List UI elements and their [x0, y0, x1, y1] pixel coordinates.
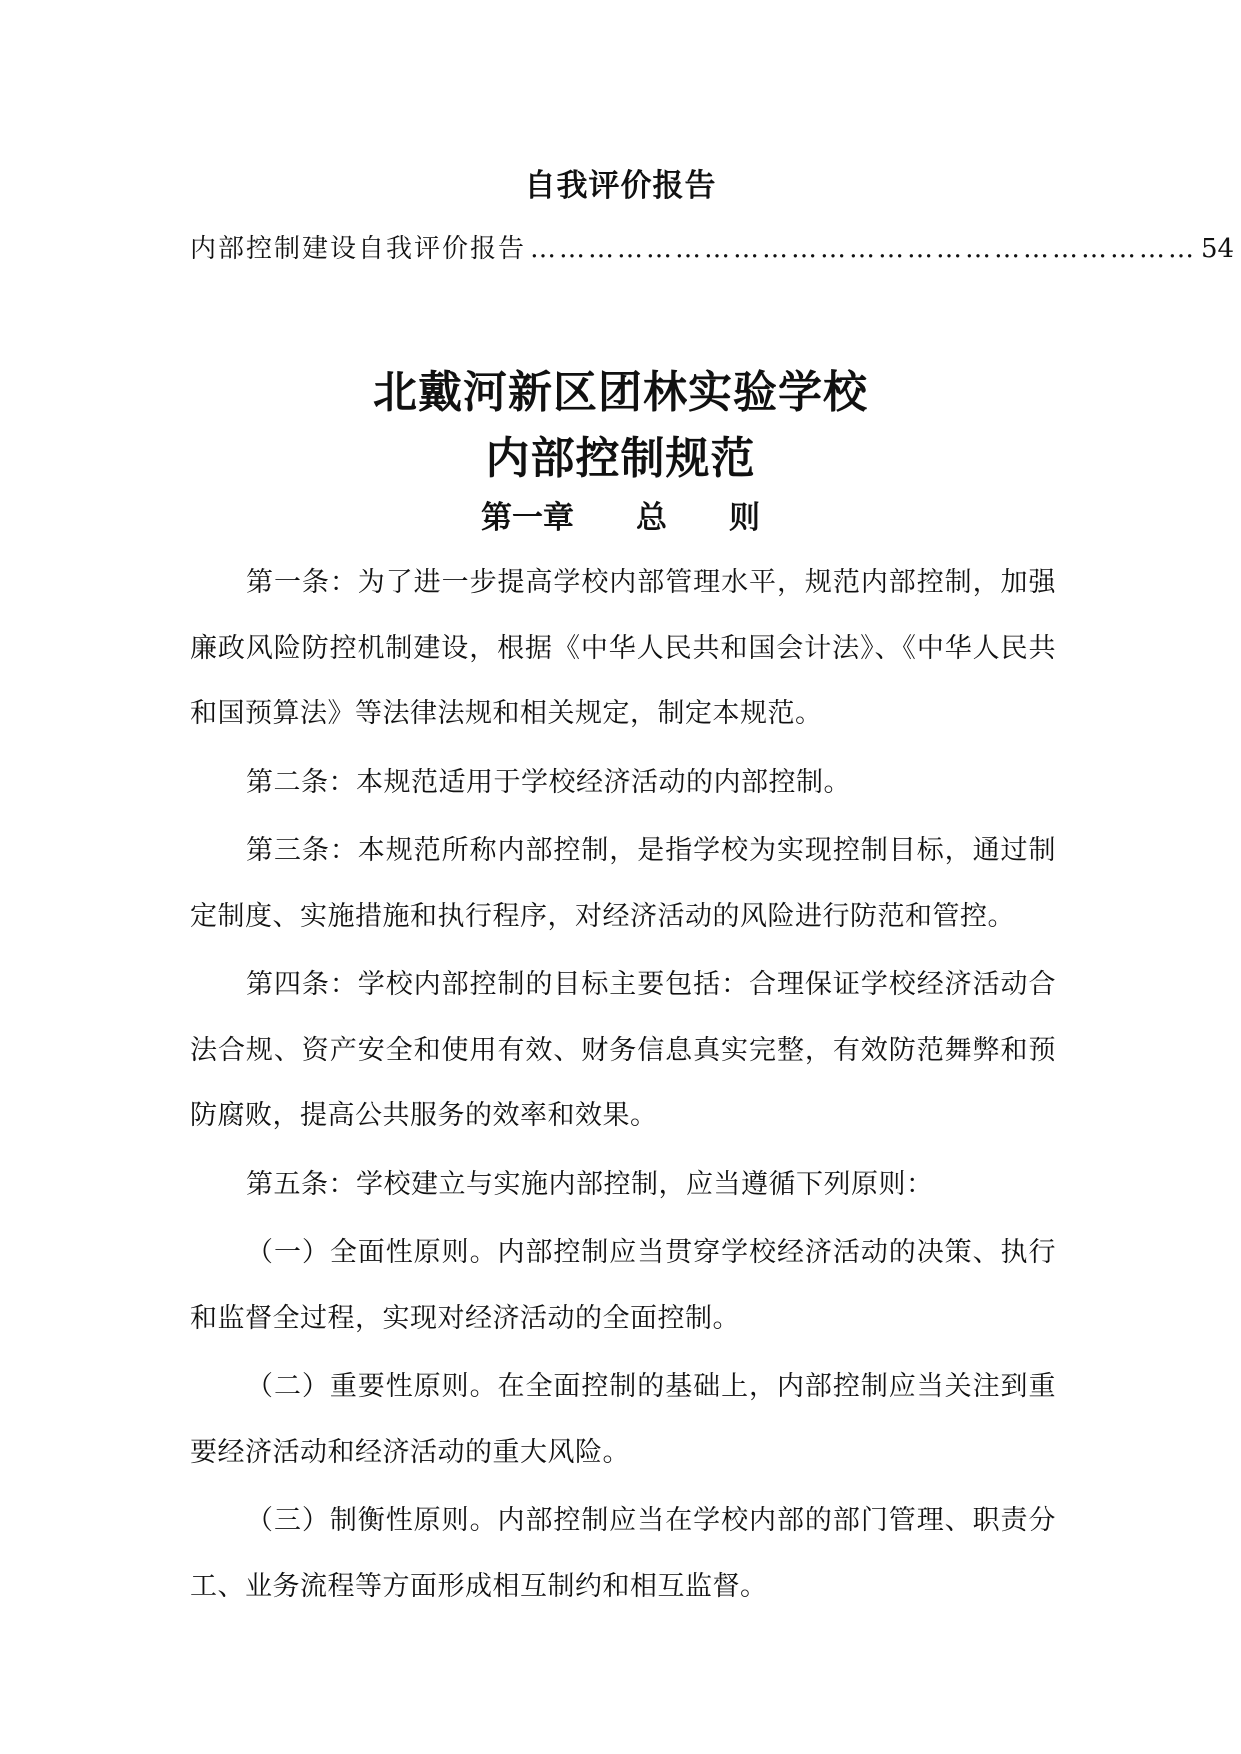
principle-2-paragraph: （二）重要性原则。在全面控制的基础上，内部控制应当关注到重要经济活动和经济活动的重大风险。	[190, 1371, 1056, 1468]
article-4-paragraph: 第四条：学校内部控制的目标主要包括：合理保证学校经济活动合法合规、资产安全和使用有效、财务信息真实完整，有效防范舞弊和预防腐败，提高公共服务的效率和效果。	[190, 969, 1056, 1131]
article-1-paragraph: 第一条：为了进一步提高学校内部管理水平，规范内部控制，加强廉政风险防控机制建设，根据《中华人民共和国会计法》、《中华人民共和国预算法》等法律法规和相关规定，制定本规范。	[190, 567, 1056, 729]
article-5-paragraph: 第五条：学校建立与实施内部控制，应当遵循下列原则：	[246, 1168, 934, 1200]
toc-entry-page-number: 54	[1201, 234, 1235, 264]
toc-entry-label: 内部控制建设自我评价报告	[190, 234, 527, 264]
toc-entry-leader: ……………………………………………………………	[530, 234, 1198, 264]
document-title: 北戴河新区团林实验学校	[373, 367, 868, 418]
principle-3-paragraph: （三）制衡性原则。内部控制应当在学校内部的部门管理、职责分工、业务流程等方面形成相互制约和相互监督。	[190, 1505, 1056, 1602]
article-2-paragraph: 第二条：本规范适用于学校经济活动的内部控制。	[246, 766, 851, 798]
article-3-paragraph: 第三条：本规范所称内部控制，是指学校为实现控制目标，通过制定制度、实施措施和执行程序，对经济活动的风险进行防范和管控。	[190, 835, 1056, 932]
toc-entry[interactable]	[190, 228, 1235, 265]
document-subtitle: 内部控制规范	[485, 433, 756, 484]
principle-1-paragraph: （一）全面性原则。内部控制应当贯穿学校经济活动的决策、执行和监督全过程，实现对经济活动的全面控制。	[190, 1237, 1056, 1334]
chapter-heading: 第一章 总 则	[481, 500, 760, 536]
toc-heading: 自我评价报告	[524, 168, 717, 204]
document-body	[190, 550, 1056, 1622]
